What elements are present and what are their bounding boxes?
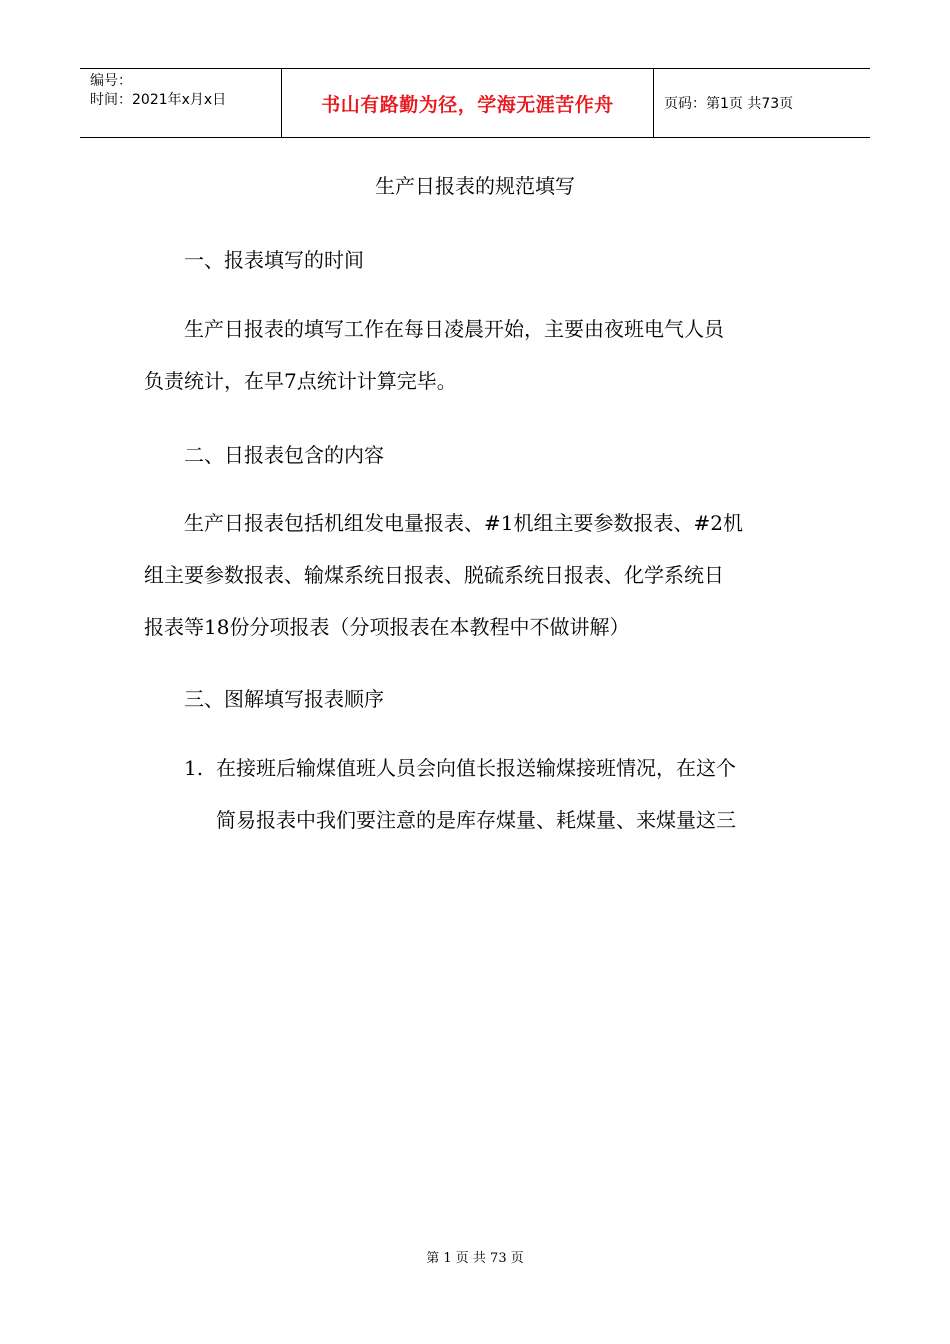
paragraph-line: 报表等18份分项报表（分项报表在本教程中不做讲解） [144,615,630,639]
document-header [80,68,870,138]
section-1-heading: 一、报表填写的时间 [184,248,364,272]
list-item-number: 1. [184,756,204,780]
document-title: 生产日报表的规范填写 [375,174,575,198]
header-number-label: 编号： [90,73,132,89]
section-2-paragraph [144,497,804,653]
header-time-label: 时间：2021年x月x日 [90,92,227,108]
section-3-heading: 三、图解填写报表顺序 [184,687,384,711]
paragraph-line: 组主要参数报表、输煤系统日报表、脱硫系统日报表、化学系统日 [144,563,724,587]
header-motto: 书山有路勤为径，学海无涯苦作舟 [321,93,614,116]
paragraph-line: 负责统计，在早7点统计计算完毕。 [144,369,457,393]
header-page-info: 页码：第1页 共73页 [664,96,794,112]
section-3-list-item-1 [184,742,824,846]
section-1-paragraph [144,303,804,407]
list-item-line: 简易报表中我们要注意的是库存煤量、耗煤量、来煤量这三 [216,808,736,832]
header-motto-cell [281,69,654,137]
paragraph-line: 生产日报表的填写工作在每日凌晨开始，主要由夜班电气人员 [184,317,724,341]
section-2-heading: 二、日报表包含的内容 [184,443,384,467]
page-footer: 第 1 页 共 73 页 [426,1251,524,1266]
header-meta [80,69,281,137]
list-item-line: 在接班后输煤值班人员会向值长报送输煤接班情况，在这个 [216,756,736,780]
paragraph-line: 生产日报表包括机组发电量报表、#1机组主要参数报表、#2机 [184,511,743,535]
header-page-info-cell [654,69,870,137]
